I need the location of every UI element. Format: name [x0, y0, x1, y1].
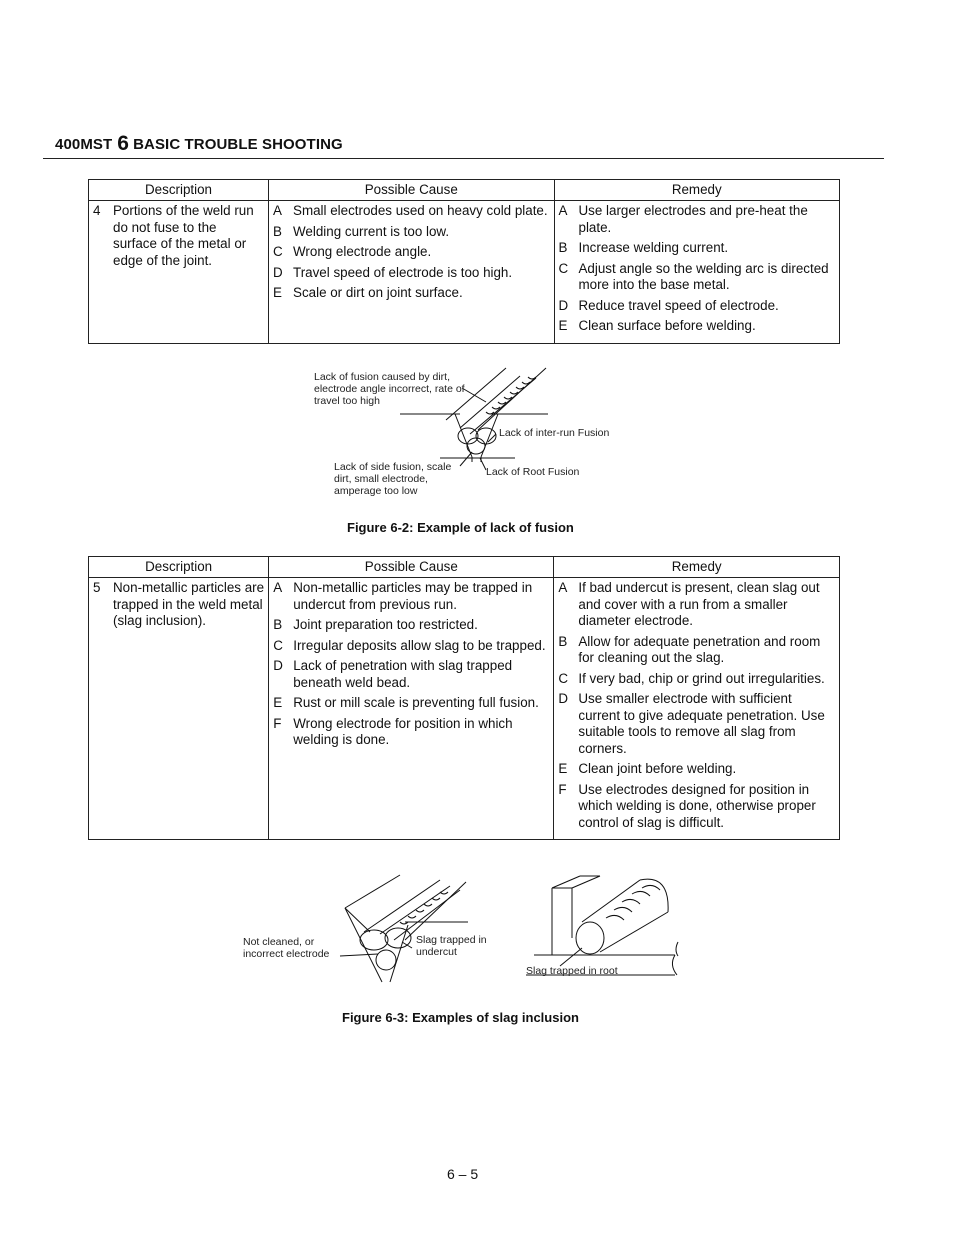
chapter-number: 6 [117, 132, 130, 155]
cause-item: B Joint preparation too restricted. [273, 617, 478, 632]
col-header-description: Description [89, 180, 269, 201]
cause-cell [269, 201, 554, 344]
cause-item: E Scale or dirt on joint surface. [273, 285, 463, 300]
remedy-item: F Use electrodes designed for position in which welding is done, otherwise proper control of slag is difficult. [558, 781, 816, 830]
label-slag-undercut: Slag trapped in undercut [416, 934, 487, 958]
description-cell [89, 201, 269, 344]
slag-undercut-illustration [240, 870, 500, 990]
model-name: 400MST [55, 136, 113, 153]
troubleshooting-table-4 [88, 179, 840, 344]
cause-item: C Irregular deposits allow slag to be trapped. [273, 637, 546, 653]
cause-item: A Small electrodes used on heavy cold plate. [273, 203, 548, 218]
col-header-cause: Possible Cause [269, 180, 554, 201]
problem-description: Non-metallic particles are trapped in the weld metal (slag inclusion). [113, 580, 265, 628]
chapter-title: BASIC TROUBLE SHOOTING [133, 136, 343, 153]
lack-of-fusion-diagram [300, 362, 630, 502]
header-divider [43, 158, 884, 159]
label-inter-run-fusion: Lack of inter-run Fusion [499, 427, 610, 439]
col-header-remedy: Remedy [554, 180, 840, 201]
remedy-item: C If very bad, chip or grind out irregularities. [558, 670, 825, 686]
remedy-item: C Adjust angle so the welding arc is directed more into the base metal. [558, 260, 829, 292]
cause-item: B Welding current is too low. [273, 223, 450, 239]
cause-item: C Wrong electrode angle. [273, 244, 432, 259]
page-number: 6 – 5 [447, 1166, 479, 1182]
label-lack-of-fusion: Lack of fusion caused by dirt, electrode angle incorrect, rate of travel too high [314, 371, 465, 407]
troubleshooting-table-5 [88, 556, 840, 840]
cause-cell [269, 578, 554, 840]
label-side-fusion: Lack of side fusion, scale dirt, small electrode, amperage too low [334, 461, 452, 497]
figure-6-2-caption: Figure 6-2: Example of lack of fusion [347, 520, 574, 535]
remedy-item: B Increase welding current. [558, 240, 729, 255]
remedy-item: E Clean joint before welding. [558, 761, 737, 776]
slag-root-diagram [520, 870, 690, 985]
problem-number: 5 [93, 580, 101, 595]
problem-number: 4 [93, 203, 101, 218]
remedy-item: D Use smaller electrode with sufficient current to give adequate penetration. Use suitable tools to remove all slag from corners. [558, 691, 825, 756]
label-not-cleaned: Not cleaned, or incorrect electrode [243, 936, 330, 960]
cause-item: F Wrong electrode for position in which welding is done. [273, 715, 513, 747]
cause-item: A Non-metallic particles may be trapped in undercut from previous run. [273, 580, 533, 612]
label-root-fusion: Lack of Root Fusion [486, 466, 580, 478]
col-header-cause: Possible Cause [269, 557, 554, 578]
slag-undercut-diagram [240, 870, 500, 990]
remedy-item: A If bad undercut is present, clean slag out and cover with a run from a smaller diameter electrode. [558, 580, 820, 628]
remedy-item: A Use larger electrodes and pre-heat the plate. [558, 203, 808, 235]
remedy-item: B Allow for adequate penetration and room for cleaning out the slag. [558, 633, 821, 665]
remedy-item: E Clean surface before welding. [558, 318, 756, 333]
remedy-cell [554, 201, 840, 344]
remedy-item: D Reduce travel speed of electrode. [558, 297, 779, 313]
col-header-remedy: Remedy [554, 557, 840, 578]
col-header-description: Description [89, 557, 269, 578]
cause-item: D Lack of penetration with slag trapped beneath weld bead. [273, 658, 513, 690]
description-cell [89, 578, 269, 840]
page-header [55, 131, 343, 155]
cause-item: D Travel speed of electrode is too high. [273, 264, 513, 280]
remedy-cell [554, 578, 840, 840]
problem-description: Portions of the weld run do not fuse to the surface of the metal or edge of the joint. [113, 203, 254, 268]
figure-6-3-caption: Figure 6-3: Examples of slag inclusion [342, 1010, 579, 1025]
label-slag-root: Slag trapped in root [526, 965, 618, 977]
cause-item: E Rust or mill scale is preventing full fusion. [273, 695, 539, 710]
